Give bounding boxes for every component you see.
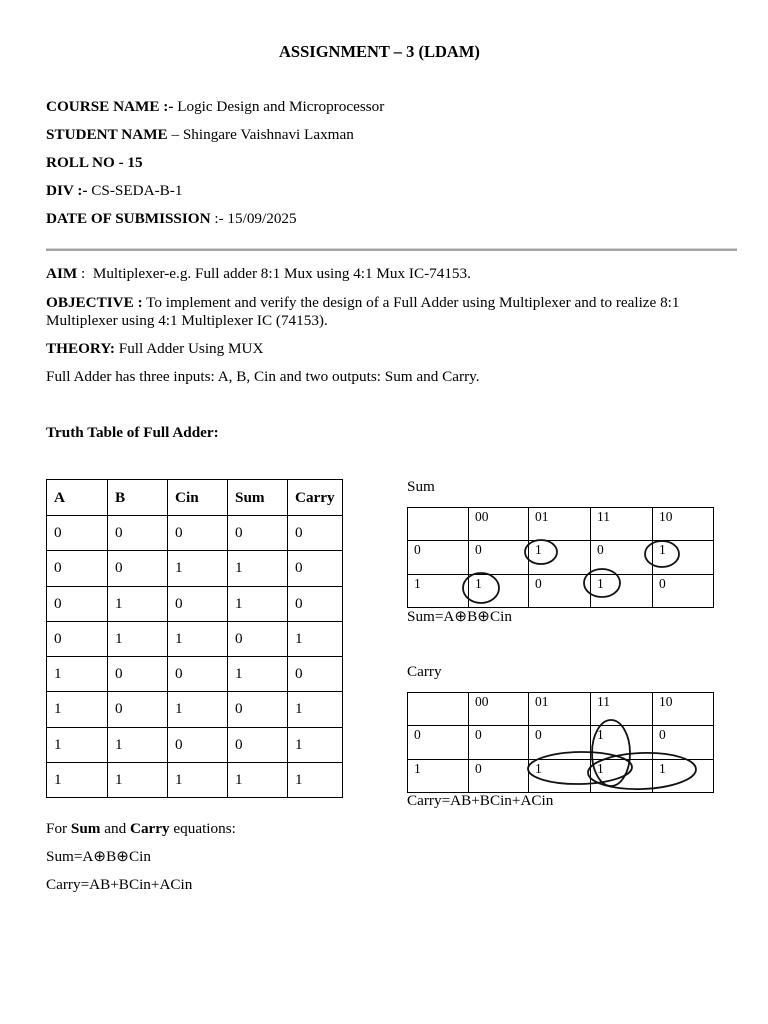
kmap-cell: 1 bbox=[591, 759, 653, 792]
kmap-column-header: 01 bbox=[529, 508, 591, 541]
equations-intro-sum: Sum bbox=[70, 820, 101, 837]
aim-label: AIM bbox=[46, 265, 78, 282]
sum-kmap-label: Sum bbox=[407, 478, 435, 495]
table-row bbox=[47, 692, 343, 727]
kmap-cell: 1 bbox=[591, 726, 653, 759]
equations-intro-tail: equations: bbox=[173, 820, 236, 837]
kmap-column-header: 00 bbox=[469, 508, 529, 541]
kmap-row-header: 1 bbox=[408, 574, 469, 607]
truth-table-cell: 1 bbox=[168, 762, 228, 797]
table-row bbox=[47, 727, 343, 762]
truth-table-cell: 1 bbox=[228, 551, 288, 586]
kmap-row bbox=[408, 541, 714, 574]
sum-equation: Sum=A⊕B⊕Cin bbox=[46, 848, 151, 865]
objective-paragraph bbox=[46, 294, 737, 330]
truth-table-cell: 1 bbox=[228, 657, 288, 692]
kmap-cell: 0 bbox=[529, 726, 591, 759]
carry-kmap-equation: Carry=AB+BCin+ACin bbox=[407, 792, 554, 809]
kmap-row-header: 0 bbox=[408, 726, 469, 759]
kmap-cell: 0 bbox=[469, 541, 529, 574]
kmap-cell: 1 bbox=[469, 574, 529, 607]
kmap-cell: 0 bbox=[529, 574, 591, 607]
submission-date-value: :- 15/09/2025 bbox=[214, 210, 297, 227]
carry-equation: Carry=AB+BCin+ACin bbox=[46, 876, 193, 893]
truth-table-cell: 0 bbox=[168, 727, 228, 762]
equations-intro-lead: For bbox=[46, 820, 68, 837]
theory-line bbox=[46, 340, 263, 358]
carry-kmap-head bbox=[408, 693, 714, 726]
truth-table-cell: 1 bbox=[168, 551, 228, 586]
truth-table bbox=[46, 479, 343, 798]
kmap-row-header: 0 bbox=[408, 541, 469, 574]
intro-text: Full Adder has three inputs: A, B, Cin and two outputs: Sum and Carry. bbox=[46, 368, 480, 385]
kmap-header-row bbox=[408, 693, 714, 726]
theory-label: THEORY: bbox=[46, 340, 115, 357]
truth-table-cell: 1 bbox=[47, 727, 108, 762]
student-name-value: – Shingare Vaishnavi Laxman bbox=[171, 126, 354, 143]
truth-table-cell: 1 bbox=[108, 727, 168, 762]
kmap-cell: 0 bbox=[653, 726, 714, 759]
division-line bbox=[46, 182, 182, 200]
truth-table-cell: 1 bbox=[288, 727, 343, 762]
truth-table-cell: 0 bbox=[168, 586, 228, 621]
truth-table-cell: 1 bbox=[108, 586, 168, 621]
table-row bbox=[47, 516, 343, 551]
truth-table-cell: 0 bbox=[47, 516, 108, 551]
truth-table-cell: 0 bbox=[47, 586, 108, 621]
truth-table-header-cell: A bbox=[47, 480, 108, 516]
truth-table-cell: 0 bbox=[228, 727, 288, 762]
kmap-cell: 0 bbox=[591, 541, 653, 574]
aim-line bbox=[46, 265, 471, 283]
truth-table-cell: 1 bbox=[47, 692, 108, 727]
truth-table-cell: 1 bbox=[47, 657, 108, 692]
course-name-line bbox=[46, 98, 384, 116]
kmap-column-header: 11 bbox=[591, 693, 653, 726]
table-row bbox=[47, 657, 343, 692]
kmap-cell: 0 bbox=[469, 759, 529, 792]
carry-kmap-body bbox=[408, 726, 714, 793]
truth-table-cell: 0 bbox=[228, 516, 288, 551]
truth-table-cell: 1 bbox=[168, 621, 228, 656]
submission-date-line bbox=[46, 210, 297, 228]
kmap-row bbox=[408, 574, 714, 607]
student-name-label: STUDENT NAME bbox=[46, 126, 168, 143]
kmap-column-header: 00 bbox=[469, 693, 529, 726]
kmap-cell: 1 bbox=[653, 759, 714, 792]
truth-table-cell: 0 bbox=[108, 551, 168, 586]
truth-table-cell: 0 bbox=[288, 516, 343, 551]
roll-number-line: ROLL NO - 15 bbox=[46, 154, 143, 171]
table-row bbox=[47, 621, 343, 656]
kmap-cell: 1 bbox=[653, 541, 714, 574]
truth-table-body bbox=[47, 516, 343, 798]
truth-table-header-row bbox=[47, 480, 343, 516]
truth-table-cell: 1 bbox=[228, 762, 288, 797]
truth-table-cell: 0 bbox=[47, 621, 108, 656]
sum-kmap-equation: Sum=A⊕B⊕Cin bbox=[407, 608, 512, 625]
objective-label: OBJECTIVE : bbox=[46, 294, 143, 311]
truth-table-cell: 1 bbox=[108, 621, 168, 656]
truth-table-cell: 1 bbox=[288, 762, 343, 797]
truth-table-cell: 0 bbox=[168, 657, 228, 692]
kmap-column-header: 01 bbox=[529, 693, 591, 726]
truth-table-cell: 1 bbox=[47, 762, 108, 797]
sum-kmap bbox=[407, 507, 714, 608]
kmap-row-header: 1 bbox=[408, 759, 469, 792]
table-row bbox=[47, 551, 343, 586]
kmap-corner-cell bbox=[408, 508, 469, 541]
theory-text: Full Adder Using MUX bbox=[118, 340, 264, 357]
kmap-row bbox=[408, 726, 714, 759]
truth-table-cell: 1 bbox=[288, 692, 343, 727]
kmap-column-header: 10 bbox=[653, 693, 714, 726]
equations-intro bbox=[46, 820, 236, 838]
carry-kmap-label: Carry bbox=[407, 663, 442, 680]
sum-kmap-head bbox=[408, 508, 714, 541]
division-label: DIV :- bbox=[46, 182, 88, 199]
kmap-cell: 0 bbox=[469, 726, 529, 759]
kmap-column-header: 11 bbox=[591, 508, 653, 541]
course-name-value: Logic Design and Microprocessor bbox=[177, 98, 385, 115]
kmap-corner-cell bbox=[408, 693, 469, 726]
kmap-cell: 1 bbox=[591, 574, 653, 607]
truth-table-heading: Truth Table of Full Adder: bbox=[46, 424, 219, 441]
course-name-label: COURSE NAME :- bbox=[46, 98, 174, 115]
truth-table-cell: 0 bbox=[108, 516, 168, 551]
kmap-row bbox=[408, 759, 714, 792]
truth-table-cell: 0 bbox=[288, 657, 343, 692]
kmap-cell: 1 bbox=[529, 759, 591, 792]
kmap-cell: 1 bbox=[529, 541, 591, 574]
kmap-header-row bbox=[408, 508, 714, 541]
student-name-line bbox=[46, 126, 354, 144]
truth-table-cell: 0 bbox=[288, 551, 343, 586]
kmap-column-header: 10 bbox=[653, 508, 714, 541]
truth-table-head bbox=[47, 480, 343, 516]
truth-table-header-cell: Cin bbox=[168, 480, 228, 516]
equations-intro-joiner: and bbox=[104, 820, 127, 837]
equations-intro-carry: Carry bbox=[129, 820, 170, 837]
table-row bbox=[47, 586, 343, 621]
submission-date-label: DATE OF SUBMISSION bbox=[46, 210, 211, 227]
truth-table-header-cell: Carry bbox=[288, 480, 343, 516]
truth-table-cell: 1 bbox=[228, 586, 288, 621]
kmap-cell: 0 bbox=[653, 574, 714, 607]
section-divider bbox=[46, 248, 737, 251]
truth-table-header-cell: B bbox=[108, 480, 168, 516]
truth-table-cell: 0 bbox=[168, 516, 228, 551]
truth-table-header-cell: Sum bbox=[228, 480, 288, 516]
truth-table-cell: 0 bbox=[108, 692, 168, 727]
objective-text: To implement and verify the design of a Full Adder using Multiplexer and to realize 8:1 Multiplexer using 4:1 Multiplexer IC (74153). bbox=[46, 294, 680, 329]
aim-text: : Multiplexer-e.g. Full adder 8:1 Mux using 4:1 Mux IC-74153. bbox=[81, 265, 471, 282]
truth-table-cell: 0 bbox=[228, 621, 288, 656]
sum-kmap-body bbox=[408, 541, 714, 608]
truth-table-cell: 0 bbox=[108, 657, 168, 692]
table-row bbox=[47, 762, 343, 797]
truth-table-cell: 1 bbox=[168, 692, 228, 727]
truth-table-cell: 1 bbox=[288, 621, 343, 656]
truth-table-cell: 0 bbox=[47, 551, 108, 586]
page-title: ASSIGNMENT – 3 (LDAM) bbox=[279, 42, 480, 61]
truth-table-cell: 0 bbox=[288, 586, 343, 621]
truth-table-cell: 0 bbox=[228, 692, 288, 727]
carry-kmap bbox=[407, 692, 714, 793]
division-value: CS-SEDA-B-1 bbox=[91, 182, 183, 199]
truth-table-cell: 1 bbox=[108, 762, 168, 797]
